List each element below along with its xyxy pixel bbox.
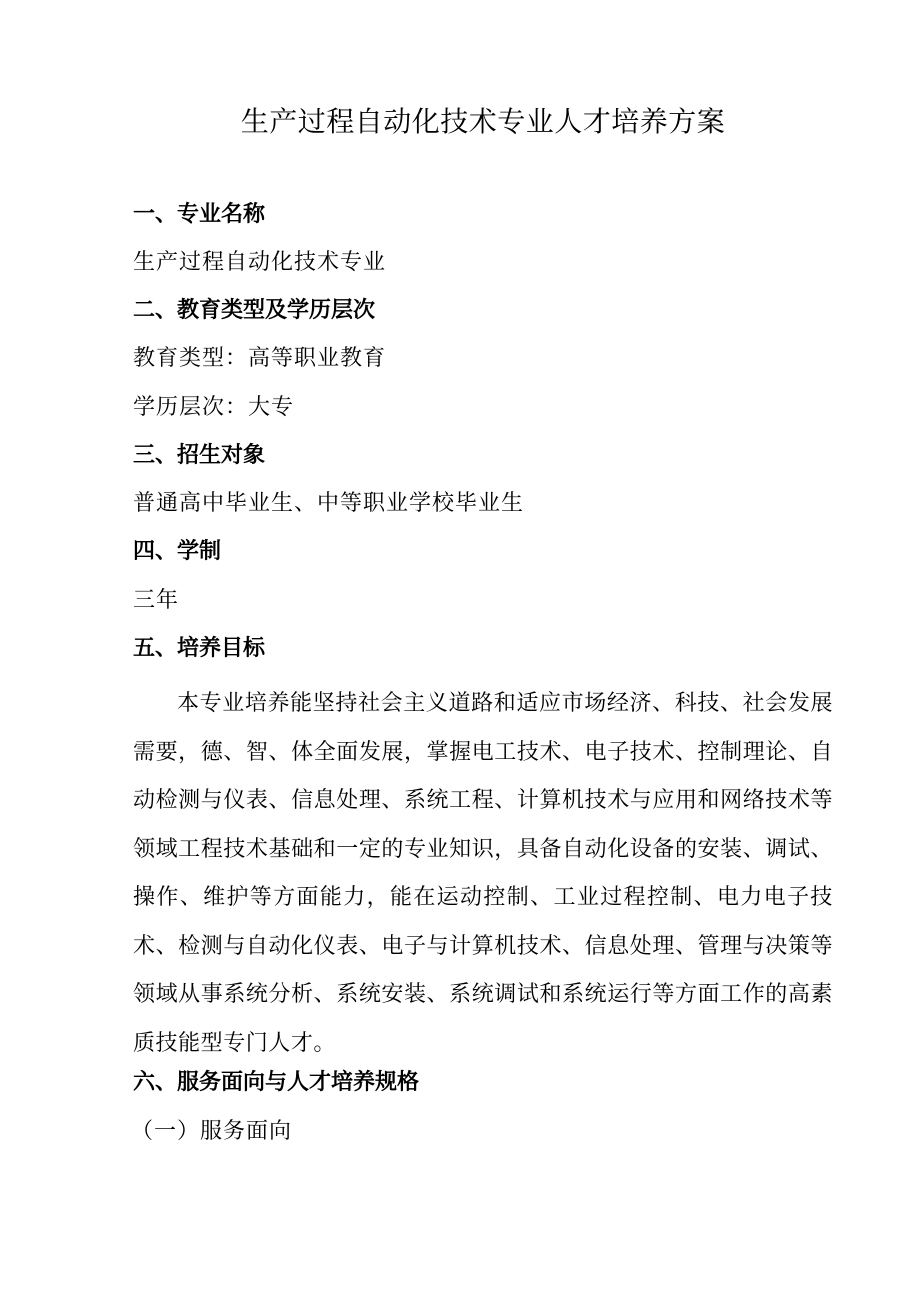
- section-heading-education-type: 二、教育类型及学历层次: [133, 298, 376, 323]
- section-heading-service-orientation: 六、服务面向与人才培养规格: [133, 1070, 420, 1095]
- section-heading-enrollment: 三、招生对象: [133, 443, 266, 468]
- document-title: 生产过程自动化技术专业人才培养方案: [240, 105, 726, 138]
- subsection-heading-service-orientation: （一）服务面向: [131, 1119, 293, 1144]
- education-level-text: 学历层次：大专: [133, 395, 295, 420]
- section-heading-major-name: 一、专业名称: [133, 202, 266, 227]
- enrollment-text: 普通高中毕业生、中等职业学校毕业生: [133, 491, 525, 516]
- education-type-text: 教育类型：高等职业教育: [133, 346, 387, 371]
- major-name-text: 生产过程自动化技术专业: [133, 250, 387, 275]
- section-heading-training-goal: 五、培养目标: [133, 636, 266, 661]
- duration-text: 三年: [133, 588, 180, 613]
- section-heading-duration: 四、学制: [133, 539, 222, 564]
- training-goal-paragraph: 本专业培养能坚持社会主义道路和适应市场经济、科技、社会发展需要，德、智、体全面发展，掌握电工技术、电子技术、控制理论、自动检测与仪表、信息处理、系统工程、计算机技术与应用和网络技术等领域工程技术基础和一定的专业知识，具备自动化设备的安装、调试、操作、维护等方面能力，能在运动控制、工业过程控制、电力电子技术、检测与自动化仪表、电子与计算机技术、信息处理、管理与决策等领域从事系统分析、系统安装、系统调试和系统运行等方面工作的高素质技能型专门人才。: [133, 691, 833, 1056]
